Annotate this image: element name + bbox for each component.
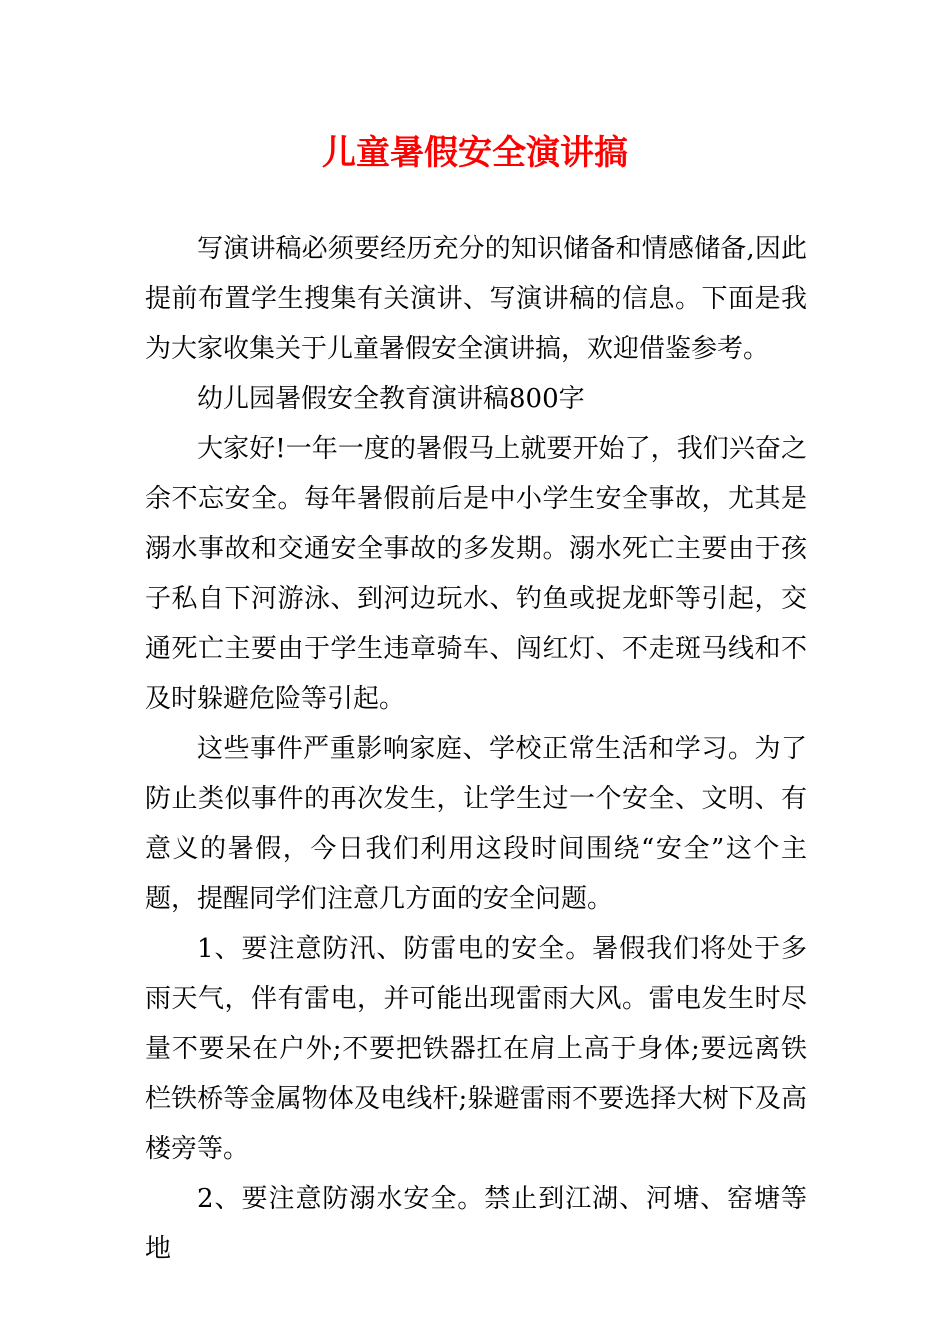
paragraph-point-1: 1、要注意防汛、防雷电的安全。暑假我们将处于多雨天气，伴有雷电，并可能出现雷雨大风。雷电发生时尽量不要呆在户外;不要把铁器扛在肩上高于身体;要远离铁栏铁桥等金属物体及电线杆;躲避雷雨不要选择大树下及高楼旁等。	[145, 934, 807, 1164]
document-body	[145, 224, 807, 1274]
paragraph-subheading: 幼儿园暑假安全教育演讲稿800字	[197, 384, 585, 414]
document-title: 儿童暑假安全演讲搞	[322, 133, 628, 173]
paragraph-impact: 这些事件严重影响家庭、学校正常生活和学习。为了防止类似事件的再次发生，让学生过一个安全、文明、有意义的暑假，今日我们利用这段时间围绕“安全”这个主题，提醒同学们注意几方面的安全问题。	[145, 734, 807, 914]
paragraph-greeting: 大家好!一年一度的暑假马上就要开始了，我们兴奋之余不忘安全。每年暑假前后是中小学生安全事故，尤其是溺水事故和交通安全事故的多发期。溺水死亡主要由于孩子私自下河游泳、到河边玩水、钓鱼或捉龙虾等引起，交通死亡主要由于学生违章骑车、闯红灯、不走斑马线和不及时躲避危险等引起。	[145, 434, 807, 714]
paragraph-intro: 写演讲稿必须要经历充分的知识储备和情感储备,因此提前布置学生搜集有关演讲、写演讲稿的信息。下面是我为大家收集关于儿童暑假安全演讲搞，欢迎借鉴参考。	[145, 234, 807, 364]
paragraph-point-2: 2、要注意防溺水安全。禁止到江湖、河塘、窑塘等地	[145, 1184, 807, 1264]
